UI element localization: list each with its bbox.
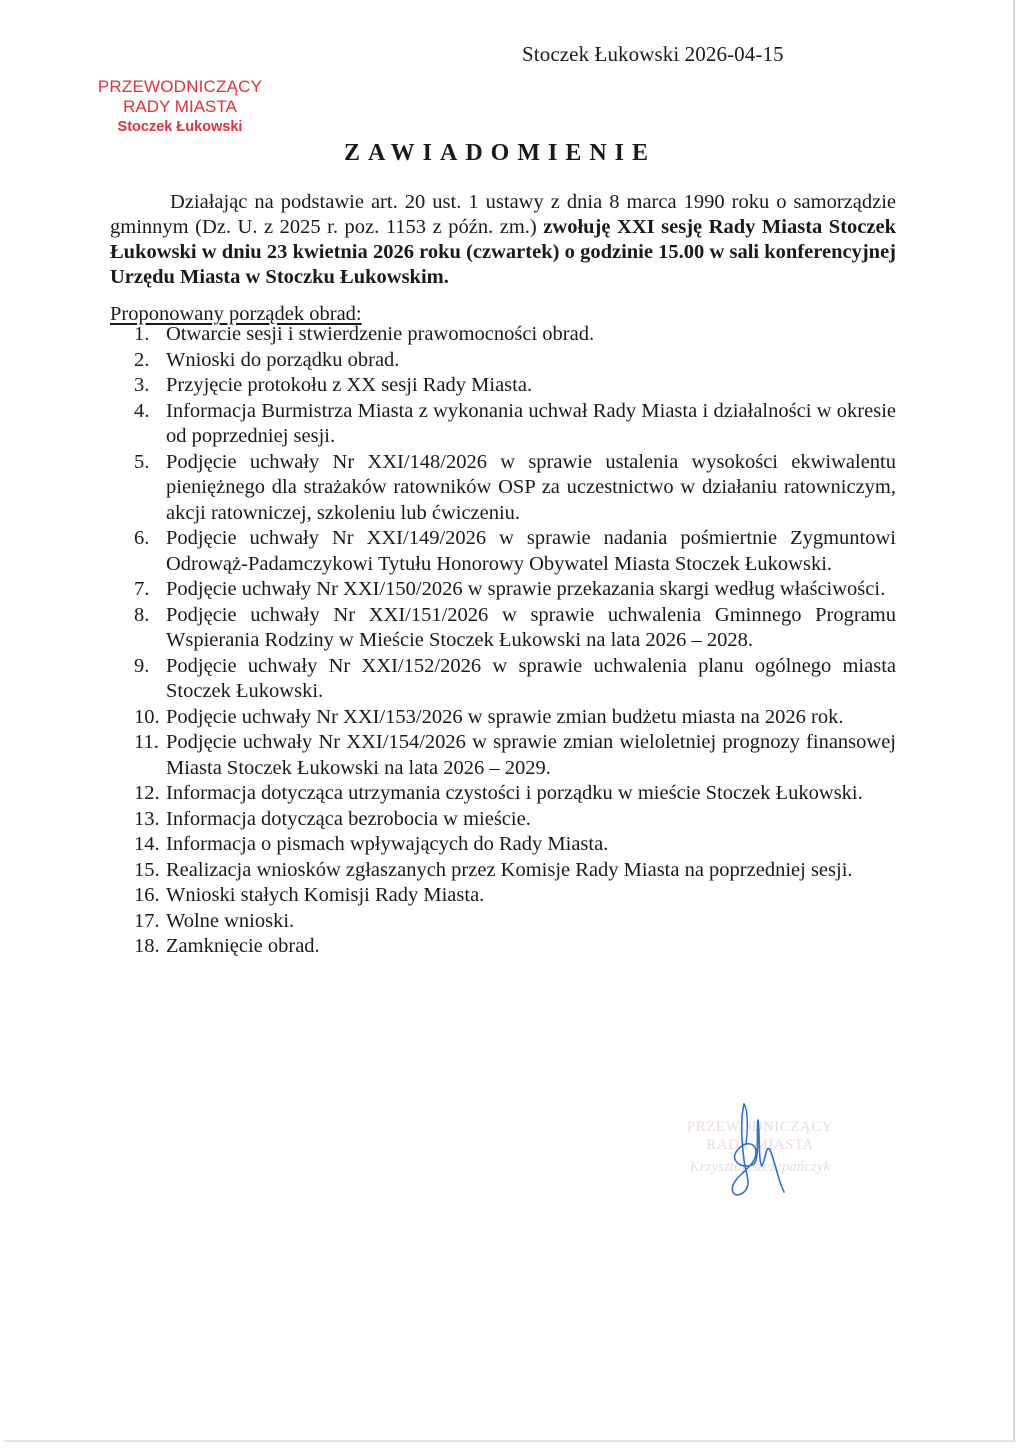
agenda-item-number: 18. [134, 935, 160, 957]
agenda-item-number: 13. [134, 807, 160, 830]
place-and-date: Stoczek Łukowski 2026-04-15 [522, 42, 784, 66]
agenda-item-text: Wnioski do porządku obrad. [166, 348, 400, 371]
agenda-item-text: Wnioski stałych Komisji Rady Miasta. [166, 884, 485, 906]
agenda-item-number: 9. [134, 654, 150, 677]
signature-stamp-name: Krzysztof Szczepańczyk [689, 1159, 831, 1175]
agenda-item-text: Podjęcie uchwały Nr XXI/154/2026 w sprawie zmian wieloletniej prognozy finansowej Miasta Stoczek Łukowski na lata 2026 – 2029. [166, 731, 896, 779]
agenda-item-number: 15. [134, 858, 160, 881]
intro-paragraph [110, 190, 896, 290]
signature-stamp-title: PRZEWODNICZĄCY [686, 1119, 834, 1135]
agenda-item-text: Otwarcie sesji i stwierdzenie prawomocności obrad. [166, 323, 595, 345]
agenda-item-text: Zamknięcie obrad. [166, 935, 320, 957]
agenda-item [134, 807, 896, 833]
agenda-item [134, 705, 896, 731]
agenda-item-text: Informacja dotycząca bezrobocia w mieście. [166, 807, 531, 830]
agenda-item [134, 858, 896, 884]
stamp-line-town: Stoczek Łukowski [117, 119, 243, 135]
agenda-item-text: Informacja dotycząca utrzymania czystości i porządku w mieście Stoczek Łukowski. [166, 782, 863, 804]
agenda-item-number: 3. [134, 374, 150, 396]
agenda-item [134, 934, 896, 960]
agenda-item-number: 8. [134, 603, 150, 626]
intro-bold-text: zwołuję XXI sesję Rady Miasta Stoczek Łukowski w dniu 23 kwietnia 2026 roku (czwartek) o godzinie 15.00 w sali konferencyjnej Urzędu Miasta w Stoczku Łukowskim. [110, 216, 896, 288]
agenda-item-number: 6. [134, 527, 150, 549]
agenda-item-text: Informacja o pismach wpływających do Rady Miasta. [166, 833, 609, 855]
agenda-item [134, 781, 896, 807]
agenda-item [134, 348, 896, 374]
agenda-item-text: Podjęcie uchwały Nr XXI/149/2026 w sprawie nadania pośmiertnie Zygmuntowi Odrowąż-Padamczykowi Tytułu Honorowy Obywatel Miasta Stoczek Łukowski. [166, 527, 896, 575]
agenda-item-number: 1. [134, 323, 150, 345]
agenda-item-text: Wolne wnioski. [166, 909, 295, 932]
agenda-item-text: Przyjęcie protokołu z XX sesji Rady Miasta. [166, 374, 533, 396]
agenda-item [134, 322, 896, 348]
agenda-item [134, 399, 896, 450]
intro-plain-text: Działając na podstawie art. 20 ust. 1 ustawy z dnia 8 marca 1990 roku o samorządzie gminnym (Dz. U. z 2025 r. poz. 1153 z późn. zm.) [110, 191, 896, 238]
signature-stamp-council: RADY MIASTA [706, 1137, 814, 1153]
agenda-item-text: Informacja Burmistrza Miasta z wykonania uchwał Rady Miasta i działalności w okresie od poprzedniej sesji. [166, 399, 896, 447]
agenda-item-text: Podjęcie uchwały Nr XXI/151/2026 w sprawie uchwalenia Gminnego Programu Wspierania Rodziny w Mieście Stoczek Łukowski na lata 2026 – 2028. [166, 603, 896, 651]
stamp-line-title: PRZEWODNICZĄCY [97, 77, 263, 96]
agenda-item-number: 17. [134, 909, 160, 932]
agenda-item-text: Podjęcie uchwały Nr XXI/152/2026 w sprawie uchwalenia planu ogólnego miasta Stoczek Łukowski. [166, 654, 896, 702]
agenda-item [134, 909, 896, 935]
agenda-item-number: 7. [134, 578, 150, 600]
agenda-item-number: 10. [134, 705, 160, 728]
agenda-item-number: 11. [134, 731, 159, 753]
agenda-item-number: 2. [134, 348, 150, 371]
agenda-item-text: Podjęcie uchwały Nr XXI/150/2026 w sprawie przekazania skargi według właściwości. [166, 578, 886, 600]
scan-edge-right [1013, 0, 1015, 1442]
handwritten-signature-icon [722, 1100, 792, 1205]
agenda-item-number: 5. [134, 450, 150, 473]
agenda-item [134, 654, 896, 705]
agenda-item [134, 730, 896, 781]
agenda-item [134, 373, 896, 399]
agenda-list [134, 322, 896, 960]
agenda-item-number: 12. [134, 782, 160, 804]
agenda-item [134, 832, 896, 858]
chairman-stamp [80, 77, 280, 137]
agenda-item-text: Podjęcie uchwały Nr XXI/148/2026 w sprawie ustalenia wysokości ekwiwalentu pieniężnego dla strażaków ratowników OSP za uczestnictwo w działaniu ratowniczym, akcji ratowniczej, szkoleniu lub ćwiczeniu. [166, 450, 896, 524]
stamp-line-council: RADY MIASTA [123, 97, 237, 116]
agenda-item-text: Podjęcie uchwały Nr XXI/153/2026 w sprawie zmian budżetu miasta na 2026 rok. [166, 705, 844, 728]
agenda-item-number: 4. [134, 399, 150, 422]
agenda-item [134, 603, 896, 654]
agenda-heading: Proponowany porządek obrad: [110, 303, 362, 325]
agenda-item [134, 450, 896, 527]
agenda-item-text: Realizacja wniosków zgłaszanych przez Komisje Rady Miasta na poprzedniej sesji. [166, 858, 853, 881]
scan-edge-bottom [4, 1440, 1014, 1442]
agenda-item-number: 14. [134, 833, 160, 855]
agenda-item [134, 577, 896, 603]
agenda-item [134, 526, 896, 577]
agenda-item-number: 16. [134, 884, 160, 906]
agenda-item [134, 883, 896, 909]
document-title: ZAWIADOMIENIE [343, 140, 657, 166]
